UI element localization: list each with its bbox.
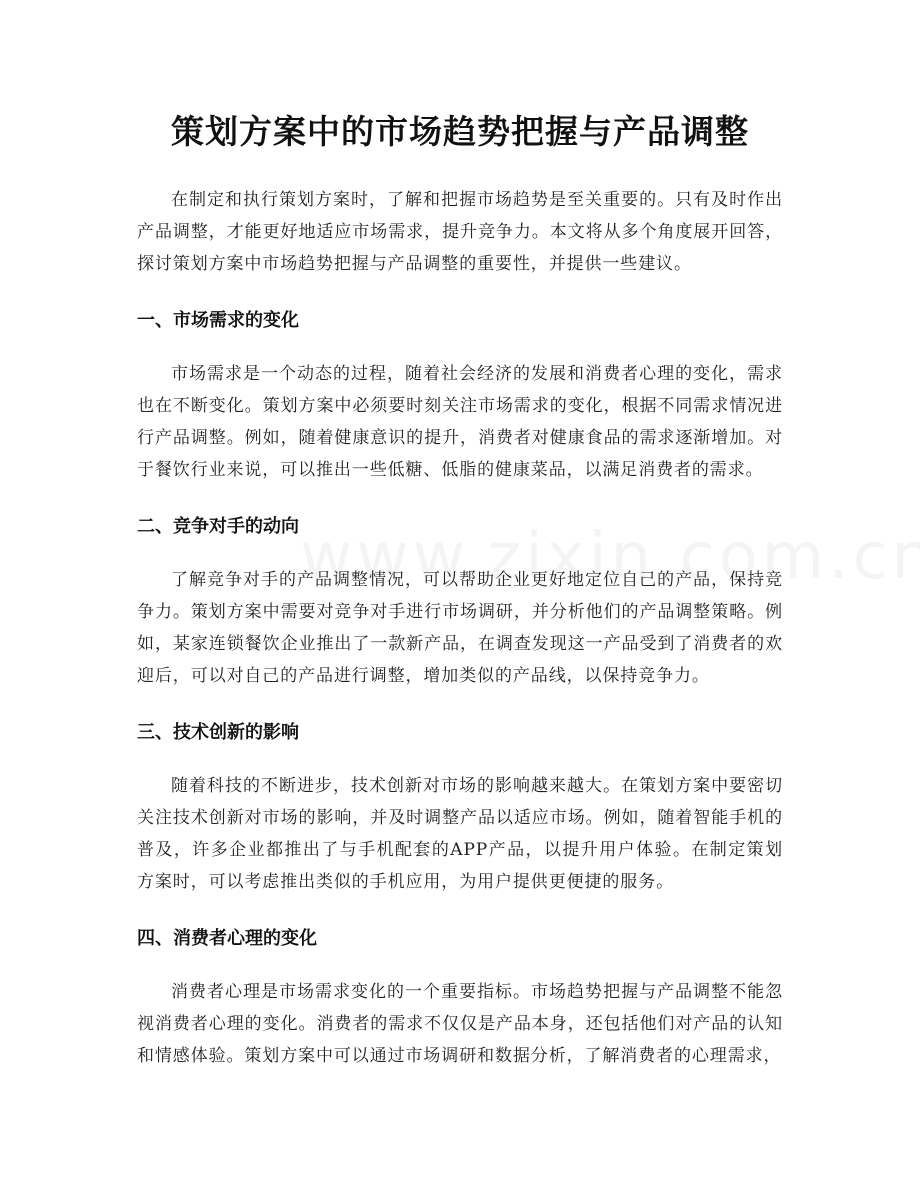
- section-heading-consumer-psychology: 四、消费者心理的变化: [137, 928, 317, 949]
- document-title: 策划方案中的市场趋势把握与产品调整: [171, 112, 749, 151]
- section-heading-competitors: 二、竞争对手的动向: [137, 516, 299, 537]
- section-body-consumer-psychology: 消费者心理是市场需求变化的一个重要指标。市场趋势把握与产品调整不能忽视消费者心理的变化。消费者的需求不仅仅是产品本身，还包括他们对产品的认知和情感体验。策划方案中可以通过市场调研和数据分析，了解消费者的心理需求，: [137, 982, 783, 1066]
- section-body-market-demand: 市场需求是一个动态的过程，随着社会经济的发展和消费者心理的变化，需求也在不断变化。策划方案中必须要时刻关注市场需求的变化，根据不同需求情况进行产品调整。例如，随着健康意识的提升，消费者对健康食品的需求逐渐增加。对于餐饮行业来说，可以推出一些低糖、低脂的健康菜品，以满足消费者的需求。: [137, 364, 783, 480]
- document-body: [137, 184, 783, 1072]
- section-body-competitors: 了解竞争对手的产品调整情况，可以帮助企业更好地定位自己的产品，保持竞争力。策划方案中需要对竞争对手进行市场调研，并分析他们的产品调整策略。例如，某家连锁餐饮企业推出了一款新产品，在调查发现这一产品受到了消费者的欢迎后，可以对自己的产品进行调整，增加类似的产品线，以保持竞争力。: [137, 570, 783, 686]
- section-heading-tech-innovation: 三、技术创新的影响: [137, 722, 299, 743]
- section-body-tech-innovation: 随着科技的不断进步，技术创新对市场的影响越来越大。在策划方案中要密切关注技术创新对市场的影响，并及时调整产品以适应市场。例如，随着智能手机的普及，许多企业都推出了与手机配套的APP产品，以提升用户体验。在制定策划方案时，可以考虑推出类似的手机应用，为用户提供更便捷的服务。: [137, 776, 783, 892]
- intro-paragraph: 在制定和执行策划方案时，了解和把握市场趋势是至关重要的。只有及时作出产品调整，才能更好地适应市场需求，提升竞争力。本文将从多个角度展开回答，探讨策划方案中市场趋势把握与产品调整的重要性，并提供一些建议。: [137, 190, 783, 274]
- section-heading-market-demand: 一、市场需求的变化: [137, 310, 299, 331]
